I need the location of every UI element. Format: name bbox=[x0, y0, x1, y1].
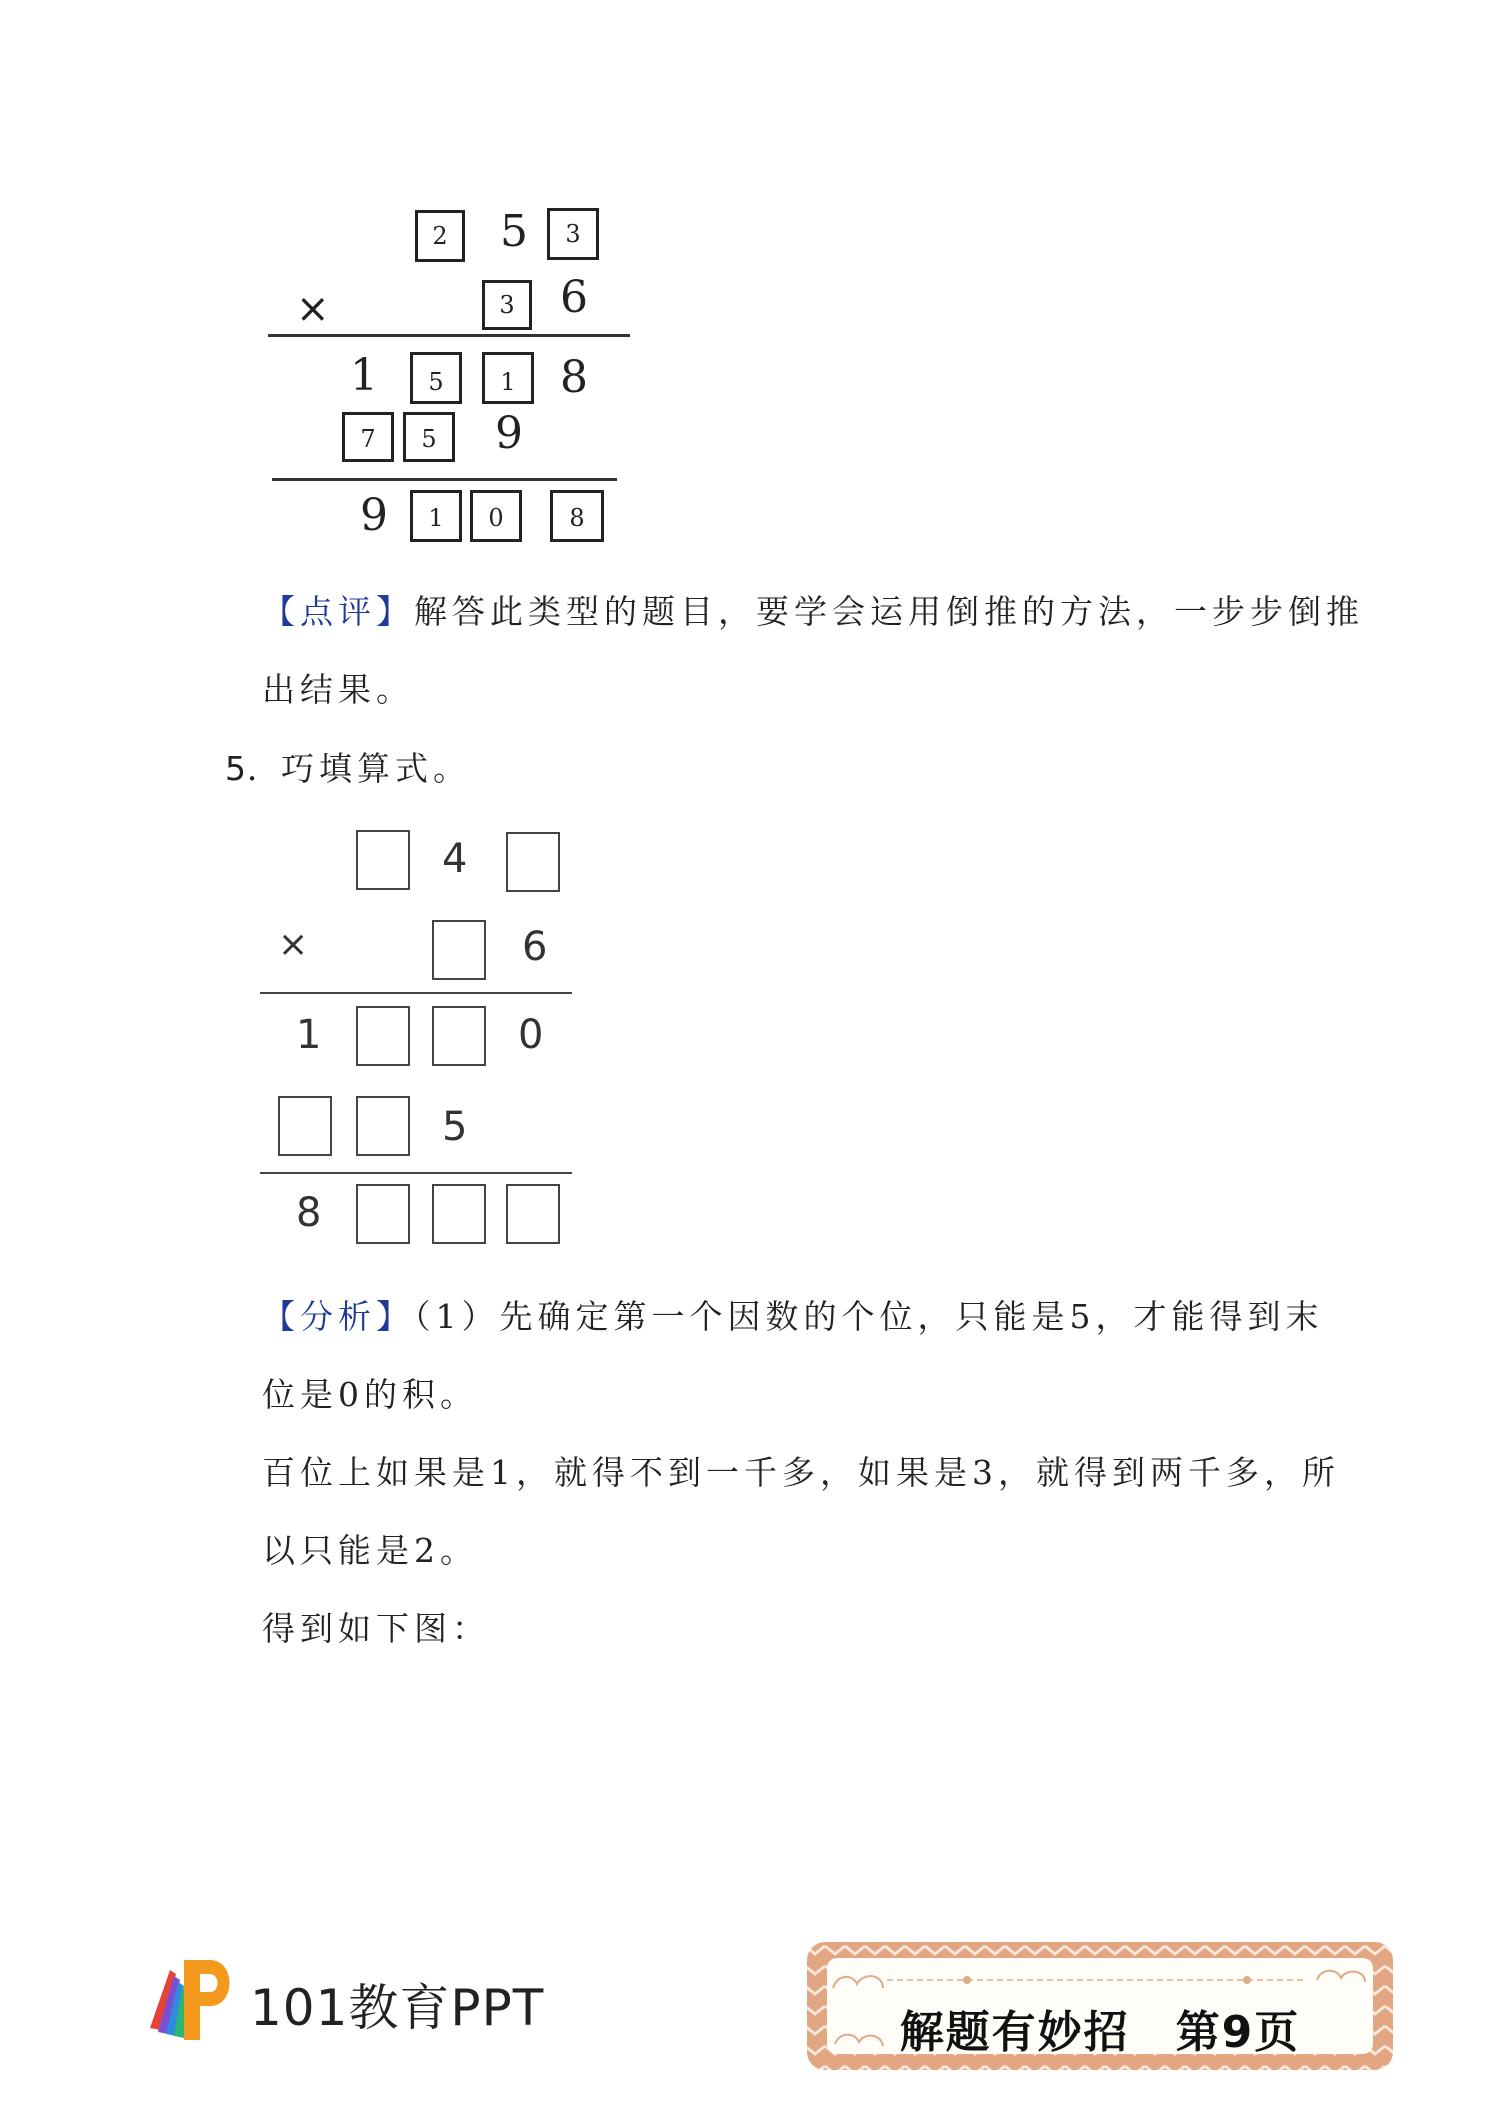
page-badge bbox=[805, 1940, 1395, 2072]
blank-box bbox=[432, 920, 486, 980]
page-number: 第9页 bbox=[1175, 2007, 1301, 2058]
digit: 1 bbox=[296, 1012, 322, 1058]
digit-box: 8 bbox=[550, 490, 604, 542]
blank-box bbox=[356, 1184, 410, 1244]
digit: 5 bbox=[500, 206, 528, 257]
logo-p-icon bbox=[140, 1950, 245, 2050]
analysis-line-1 bbox=[262, 1297, 1324, 1336]
digit-box: 1 bbox=[482, 352, 534, 404]
analysis-text: （1）先确定第一个因数的个位，只能是5，才能得到末 bbox=[414, 1297, 1324, 1336]
comment-tag: 【点评】 bbox=[262, 592, 414, 631]
analysis-line-3: 百位上如果是1，就得不到一千多，如果是3，就得到两千多，所 bbox=[262, 1453, 1340, 1492]
digit: 5 bbox=[442, 1104, 468, 1150]
rule-line bbox=[268, 334, 630, 337]
digit-box: 2 bbox=[415, 210, 465, 262]
digit: 6 bbox=[560, 272, 588, 323]
badge-text bbox=[827, 1996, 1373, 2060]
comment-line-2: 出结果。 bbox=[262, 670, 414, 709]
times-sign: × bbox=[278, 924, 309, 965]
digit: 6 bbox=[522, 924, 548, 970]
digit-box: 3 bbox=[482, 280, 532, 330]
blank-box bbox=[506, 1184, 560, 1244]
logo-text: 101教育PPT bbox=[250, 1979, 545, 2037]
blank-multiplication-figure bbox=[260, 820, 600, 1260]
brand-logo bbox=[140, 1950, 545, 2050]
digit: 4 bbox=[442, 836, 468, 882]
digit: 1 bbox=[350, 350, 378, 401]
digit-box: 3 bbox=[547, 208, 599, 260]
badge-title: 解题有妙招 bbox=[899, 2007, 1130, 2058]
rule-line bbox=[260, 992, 572, 994]
analysis-tag: 【分析】 bbox=[262, 1297, 414, 1336]
digit-box: 0 bbox=[470, 490, 522, 542]
comment-line-1 bbox=[262, 592, 1364, 631]
blank-box bbox=[356, 1006, 410, 1066]
analysis-line-2: 位是0的积。 bbox=[262, 1375, 478, 1414]
digit: 8 bbox=[296, 1190, 322, 1236]
digit: 9 bbox=[360, 490, 388, 541]
blank-box bbox=[278, 1096, 332, 1156]
rule-line bbox=[260, 1172, 572, 1174]
question-number: 5． bbox=[225, 749, 281, 788]
question-text: 巧填算式。 bbox=[281, 749, 471, 788]
rule-line bbox=[272, 478, 617, 481]
blank-box bbox=[356, 1096, 410, 1156]
question-heading bbox=[225, 749, 471, 788]
blank-box bbox=[432, 1184, 486, 1244]
digit-box: 5 bbox=[403, 412, 455, 462]
blank-box bbox=[432, 1006, 486, 1066]
solved-multiplication-figure bbox=[260, 200, 640, 550]
badge-panel bbox=[827, 1958, 1373, 2058]
analysis-line-4: 以只能是2。 bbox=[262, 1531, 478, 1570]
blank-box bbox=[356, 830, 410, 890]
digit: 9 bbox=[495, 408, 523, 459]
times-sign: × bbox=[296, 286, 330, 332]
comment-text: 解答此类型的题目，要学会运用倒推的方法，一步步倒推 bbox=[414, 592, 1364, 631]
blank-box bbox=[506, 832, 560, 892]
digit-box: 5 bbox=[410, 352, 462, 404]
digit-box: 7 bbox=[342, 412, 394, 462]
digit-box: 1 bbox=[410, 490, 462, 542]
digit: 8 bbox=[560, 352, 588, 403]
analysis-line-5: 得到如下图： bbox=[262, 1609, 490, 1648]
digit: 0 bbox=[518, 1012, 544, 1058]
